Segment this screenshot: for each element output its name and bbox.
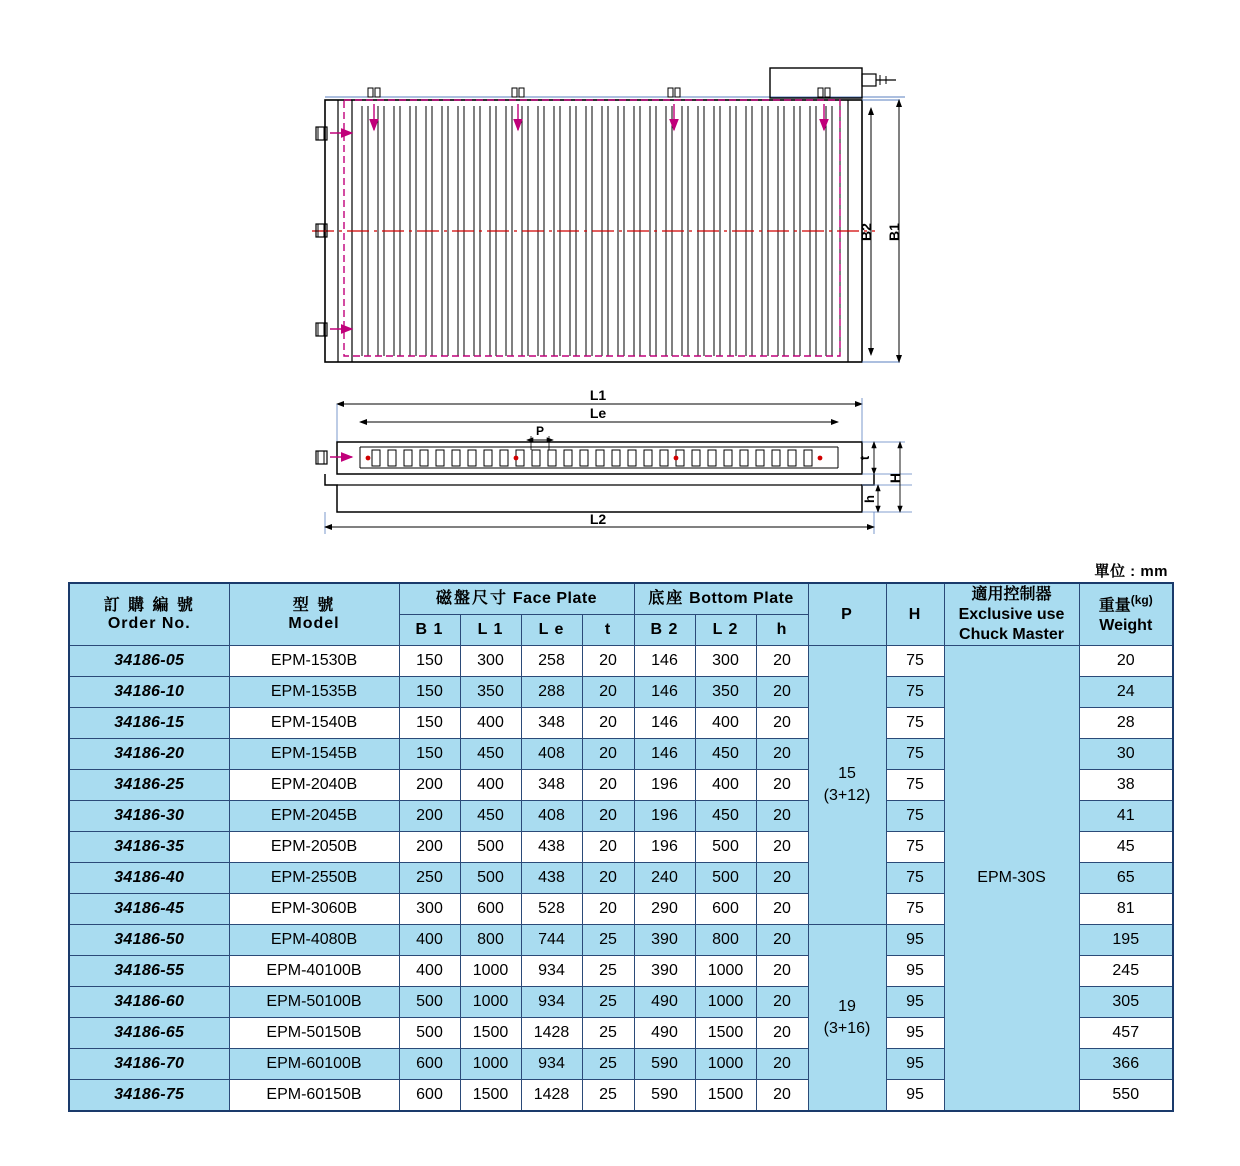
cell-h: 75: [886, 894, 944, 925]
cell-model: EPM-1530B: [229, 646, 399, 677]
label-p: P: [535, 424, 545, 438]
cell-b1: 500: [399, 987, 460, 1018]
cell-le: 438: [521, 832, 582, 863]
cell-l2: 1500: [695, 1018, 756, 1049]
cell-l1: 350: [460, 677, 521, 708]
cell-b2: 196: [634, 770, 695, 801]
spec-table: [68, 582, 1174, 1112]
cell-h: 95: [886, 987, 944, 1018]
spec-table-container: [68, 582, 1172, 1112]
unit-note: 單位 : mm: [1094, 563, 1168, 580]
cell-b2: 590: [634, 1080, 695, 1112]
cell-l2: 800: [695, 925, 756, 956]
cell-t: 20: [582, 863, 634, 894]
cell-t: 25: [582, 925, 634, 956]
cell-t: 25: [582, 987, 634, 1018]
cell-l2: 400: [695, 770, 756, 801]
cell-order-no: 34186-35: [69, 832, 229, 863]
cell-h-bottom: 20: [756, 1080, 808, 1112]
cell-le: 934: [521, 1049, 582, 1080]
cell-weight: 38: [1079, 770, 1173, 801]
cell-weight: 245: [1079, 956, 1173, 987]
cell-l1: 800: [460, 925, 521, 956]
cell-l1: 500: [460, 832, 521, 863]
cell-weight: 45: [1079, 832, 1173, 863]
cell-h: 75: [886, 677, 944, 708]
cell-model: EPM-40100B: [229, 956, 399, 987]
cell-b1: 150: [399, 708, 460, 739]
header-bottom-plate: 底座 Bottom Plate: [634, 583, 808, 615]
technical-drawing: [0, 0, 1240, 560]
cell-weight: 28: [1079, 708, 1173, 739]
cell-p-group-2: 19 (3+16): [808, 925, 886, 1112]
cell-b1: 400: [399, 925, 460, 956]
cell-model: EPM-3060B: [229, 894, 399, 925]
cell-le: 348: [521, 708, 582, 739]
header-model: 型 號 Model: [229, 583, 399, 646]
cell-l2: 1000: [695, 987, 756, 1018]
subheader-h: h: [756, 615, 808, 646]
cell-t: 20: [582, 646, 634, 677]
cell-l2: 350: [695, 677, 756, 708]
cell-b2: 146: [634, 739, 695, 770]
cell-t: 25: [582, 1080, 634, 1112]
cell-model: EPM-1535B: [229, 677, 399, 708]
cell-model: EPM-2045B: [229, 801, 399, 832]
subheader-le: L e: [521, 615, 582, 646]
cell-l2: 500: [695, 832, 756, 863]
cell-order-no: 34186-05: [69, 646, 229, 677]
cell-b1: 200: [399, 801, 460, 832]
cell-le: 258: [521, 646, 582, 677]
cell-b2: 146: [634, 677, 695, 708]
cell-le: 348: [521, 770, 582, 801]
cell-le: 744: [521, 925, 582, 956]
cell-order-no: 34186-45: [69, 894, 229, 925]
cell-t: 25: [582, 956, 634, 987]
cell-b2: 146: [634, 646, 695, 677]
cell-l2: 1000: [695, 1049, 756, 1080]
cell-model: EPM-2050B: [229, 832, 399, 863]
cell-order-no: 34186-15: [69, 708, 229, 739]
cell-l2: 300: [695, 646, 756, 677]
cell-h: 75: [886, 863, 944, 894]
cell-h: 95: [886, 925, 944, 956]
label-h-lower: h: [862, 495, 877, 503]
cell-model: EPM-60150B: [229, 1080, 399, 1112]
table-header: [69, 583, 1173, 646]
header-p: P: [808, 583, 886, 646]
cell-l1: 500: [460, 863, 521, 894]
cell-order-no: 34186-60: [69, 987, 229, 1018]
cell-h-bottom: 20: [756, 987, 808, 1018]
cell-h-bottom: 20: [756, 801, 808, 832]
cell-weight: 30: [1079, 739, 1173, 770]
cell-h: 75: [886, 832, 944, 863]
cell-order-no: 34186-65: [69, 1018, 229, 1049]
subheader-t: t: [582, 615, 634, 646]
cell-le: 1428: [521, 1080, 582, 1112]
cell-h-bottom: 20: [756, 956, 808, 987]
cell-b1: 150: [399, 646, 460, 677]
cell-model: EPM-60100B: [229, 1049, 399, 1080]
cell-le: 528: [521, 894, 582, 925]
cell-order-no: 34186-40: [69, 863, 229, 894]
cell-t: 25: [582, 1049, 634, 1080]
cell-order-no: 34186-30: [69, 801, 229, 832]
cell-order-no: 34186-50: [69, 925, 229, 956]
cell-b1: 500: [399, 1018, 460, 1049]
cell-le: 1428: [521, 1018, 582, 1049]
label-h-upper: H: [887, 472, 903, 484]
cell-b2: 240: [634, 863, 695, 894]
cell-h-bottom: 20: [756, 739, 808, 770]
cell-h-bottom: 20: [756, 1018, 808, 1049]
cell-b1: 600: [399, 1080, 460, 1112]
cell-le: 408: [521, 801, 582, 832]
header-face-plate: 磁盤尺寸 Face Plate: [399, 583, 634, 615]
cell-t: 20: [582, 708, 634, 739]
cell-h-bottom: 20: [756, 708, 808, 739]
cell-weight: 41: [1079, 801, 1173, 832]
cell-model: EPM-50100B: [229, 987, 399, 1018]
cell-order-no: 34186-55: [69, 956, 229, 987]
cell-order-no: 34186-75: [69, 1080, 229, 1112]
cell-b1: 600: [399, 1049, 460, 1080]
cell-l2: 500: [695, 863, 756, 894]
cell-le: 934: [521, 956, 582, 987]
cell-l1: 1000: [460, 956, 521, 987]
label-b2: B2: [858, 223, 874, 241]
label-t: t: [857, 455, 872, 461]
cell-h-bottom: 20: [756, 894, 808, 925]
cell-b2: 490: [634, 987, 695, 1018]
cell-weight: 24: [1079, 677, 1173, 708]
cell-order-no: 34186-25: [69, 770, 229, 801]
cell-l2: 1500: [695, 1080, 756, 1112]
cell-l2: 600: [695, 894, 756, 925]
table-body: [69, 646, 1173, 1112]
cell-l1: 300: [460, 646, 521, 677]
drawing-svg: [0, 0, 1240, 560]
cell-l1: 1500: [460, 1018, 521, 1049]
cell-l2: 450: [695, 739, 756, 770]
cell-weight: 20: [1079, 646, 1173, 677]
cell-l1: 450: [460, 739, 521, 770]
cell-weight: 305: [1079, 987, 1173, 1018]
cell-l1: 1000: [460, 987, 521, 1018]
label-l1: L1: [589, 387, 607, 403]
cell-h: 75: [886, 770, 944, 801]
cell-h-bottom: 20: [756, 770, 808, 801]
cell-b1: 150: [399, 677, 460, 708]
cell-h-bottom: 20: [756, 1049, 808, 1080]
cell-weight: 457: [1079, 1018, 1173, 1049]
cell-h-bottom: 20: [756, 925, 808, 956]
cell-l2: 400: [695, 708, 756, 739]
cell-weight: 65: [1079, 863, 1173, 894]
cell-h-bottom: 20: [756, 677, 808, 708]
cell-b1: 400: [399, 956, 460, 987]
cell-t: 25: [582, 1018, 634, 1049]
cell-b2: 290: [634, 894, 695, 925]
cell-weight: 550: [1079, 1080, 1173, 1112]
subheader-l2: L 2: [695, 615, 756, 646]
cell-model: EPM-2040B: [229, 770, 399, 801]
cell-b2: 490: [634, 1018, 695, 1049]
cell-b2: 196: [634, 801, 695, 832]
cell-b2: 196: [634, 832, 695, 863]
cell-weight: 366: [1079, 1049, 1173, 1080]
cell-h-bottom: 20: [756, 646, 808, 677]
cell-chuck-master: EPM-30S: [944, 646, 1079, 1112]
label-b1: B1: [886, 223, 902, 241]
cell-b2: 390: [634, 925, 695, 956]
cell-model: EPM-2550B: [229, 863, 399, 894]
header-weight: 重量$^{(kg)}$ Weight: [1079, 583, 1173, 646]
cell-b1: 200: [399, 770, 460, 801]
cell-l1: 600: [460, 894, 521, 925]
cell-b1: 250: [399, 863, 460, 894]
cell-le: 438: [521, 863, 582, 894]
cell-t: 20: [582, 801, 634, 832]
cell-model: EPM-1540B: [229, 708, 399, 739]
header-order-no: 訂 購 編 號 Order No.: [69, 583, 229, 646]
cell-h-bottom: 20: [756, 863, 808, 894]
cell-l1: 1000: [460, 1049, 521, 1080]
cell-model: EPM-50150B: [229, 1018, 399, 1049]
cell-h-bottom: 20: [756, 832, 808, 863]
cell-t: 20: [582, 677, 634, 708]
cell-h: 75: [886, 801, 944, 832]
cell-h: 75: [886, 646, 944, 677]
cell-b1: 150: [399, 739, 460, 770]
cell-model: EPM-4080B: [229, 925, 399, 956]
cell-weight: 81: [1079, 894, 1173, 925]
cell-t: 20: [582, 832, 634, 863]
table-row[interactable]: [69, 646, 1173, 677]
cell-b1: 200: [399, 832, 460, 863]
cell-l2: 1000: [695, 956, 756, 987]
cell-le: 934: [521, 987, 582, 1018]
subheader-b1: B 1: [399, 615, 460, 646]
cell-model: EPM-1545B: [229, 739, 399, 770]
cell-h: 95: [886, 1049, 944, 1080]
cell-weight: 195: [1079, 925, 1173, 956]
cell-l1: 400: [460, 708, 521, 739]
cell-l1: 1500: [460, 1080, 521, 1112]
cell-t: 20: [582, 894, 634, 925]
cell-b1: 300: [399, 894, 460, 925]
label-l2: L2: [589, 511, 607, 527]
cell-le: 408: [521, 739, 582, 770]
cell-h: 95: [886, 1080, 944, 1112]
subheader-b2: B 2: [634, 615, 695, 646]
header-chuck-master: 適用控制器 Exclusive use Chuck Master: [944, 583, 1079, 646]
cell-h: 95: [886, 956, 944, 987]
cell-order-no: 34186-70: [69, 1049, 229, 1080]
cell-h: 95: [886, 1018, 944, 1049]
cell-p-group-1: 15 (3+12): [808, 646, 886, 925]
cell-b2: 590: [634, 1049, 695, 1080]
header-h: H: [886, 583, 944, 646]
cell-h: 75: [886, 739, 944, 770]
cell-b2: 146: [634, 708, 695, 739]
cell-order-no: 34186-10: [69, 677, 229, 708]
cell-t: 20: [582, 770, 634, 801]
cell-l2: 450: [695, 801, 756, 832]
cell-order-no: 34186-20: [69, 739, 229, 770]
subheader-l1: L 1: [460, 615, 521, 646]
cell-le: 288: [521, 677, 582, 708]
cell-l1: 450: [460, 801, 521, 832]
cell-h: 75: [886, 708, 944, 739]
cell-t: 20: [582, 739, 634, 770]
cell-b2: 390: [634, 956, 695, 987]
cell-l1: 400: [460, 770, 521, 801]
label-le: Le: [589, 405, 607, 421]
